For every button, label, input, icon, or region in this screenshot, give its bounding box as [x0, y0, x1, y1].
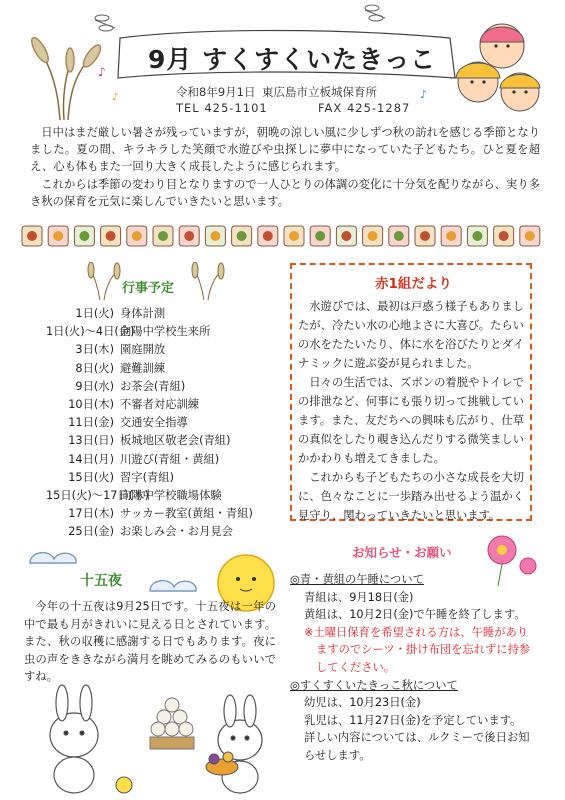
nap-heading: ◎青・黄組の午睡について — [290, 573, 424, 586]
band-tile-icon — [336, 226, 356, 246]
intro-text — [30, 124, 540, 210]
class-news-paragraph: 水遊びでは、最初は戸惑う様子もありましたが、冷たい水の心地よさに大喜び。たらいの水をたたいたり、体に水を浴びたりとダイナミックに遊ぶ姿が見られました。 — [298, 300, 524, 370]
moon-text — [24, 598, 276, 686]
notices-title: お知らせ・お願い — [352, 545, 452, 560]
event-date: 13日(日) — [68, 434, 114, 448]
event-date: 25日(金) — [68, 525, 114, 539]
band-tile-icon — [127, 226, 147, 246]
class-news-title: 赤1組だより — [375, 276, 452, 292]
band-tile-icon — [101, 226, 121, 246]
event-text: 避難訓練 — [120, 361, 166, 375]
nap-blue: 青組は、9月18日(金) — [304, 590, 414, 604]
band-tile-icon — [415, 226, 435, 246]
fruit-basket-icon — [206, 752, 238, 775]
children-icon — [456, 24, 540, 111]
band-tile-icon — [494, 226, 514, 246]
rabbit-icon — [50, 685, 98, 793]
band-tile-icon — [310, 226, 330, 246]
chick-icon — [116, 777, 132, 793]
event-text: 不審者対応訓練 — [120, 398, 200, 411]
event-date: 1日(火)～4日(金) — [46, 325, 135, 339]
event-row — [46, 487, 222, 505]
event-text: お楽しみ会・お月見会 — [120, 525, 233, 539]
nap-yellow: 黄組は、10月2日(金)で午睡を終了します。 — [304, 608, 526, 622]
decorative-band — [20, 224, 545, 248]
event-text: お茶会(青組) — [120, 379, 186, 393]
notices-body — [290, 571, 552, 765]
band-tile-icon — [284, 226, 304, 246]
nap-note: してください。 — [316, 660, 396, 674]
pampas-grass-icon — [88, 262, 120, 300]
fax: FAX 425-1287 — [318, 101, 411, 115]
event-date: 1日(火) — [75, 307, 114, 320]
event-row — [46, 323, 210, 341]
event-date: 10日(木) — [68, 398, 114, 411]
page-title: 9月 すくすくいたきっこ — [148, 45, 437, 74]
event-text: 板城地区敬老会(青組) — [120, 434, 231, 448]
class-news-paragraph: 日々の生活では、ズボンの着脱やトイレでの排泄など、何事にも張り切って挑戦しています。また、友だちへの興味も広がり、仕草の真似をしたり覗き込んだりする微笑ましいかかわりも増えてきました。 — [298, 376, 524, 465]
event-row — [46, 451, 219, 469]
music-note-icon: ♪ — [420, 88, 428, 101]
issue-date: 令和8年9月1日 — [176, 85, 256, 99]
intro-paragraph: これからは季節の変わり目となりますので一人ひとりの体調の変化に十分気を配りながら、実り多き秋の保育を元気に楽しんでいきたいと思います。 — [30, 177, 540, 208]
dango-icon — [150, 698, 194, 749]
band-tile-icon — [441, 226, 461, 246]
event-text: 習字(青組) — [120, 470, 175, 484]
band-tile-icon — [179, 226, 199, 246]
event-row — [46, 505, 253, 523]
pampas-grass-icon — [192, 262, 224, 300]
school-name: 東広島市立板城保育所 — [262, 85, 377, 99]
event-row — [46, 469, 174, 487]
event-date: 8日(火) — [75, 361, 114, 375]
music-note-icon: ♪ — [98, 65, 106, 79]
band-tile-icon — [48, 226, 68, 246]
event-row — [46, 305, 165, 323]
band-tile-icon — [232, 226, 252, 246]
band-tile-icon — [258, 226, 278, 246]
event-row — [46, 432, 231, 450]
event-date: 11日(金) — [68, 416, 114, 430]
band-tile-icon — [205, 226, 225, 246]
nap-note: ますのでシーツ・掛け布団を忘れずに持参 — [316, 643, 531, 657]
event-date: 3日(木) — [75, 343, 114, 357]
event-text: 向陽中学校生来所 — [120, 325, 211, 339]
intro-paragraph: 日中はまだ厳しい暑さが残っていますが，朝晩の涼しい風に少しずつ秋の訪れを感じる季節となりました。夏の間、キラキラした笑顔で水遊びや虫探しに夢中になっていた子どもたち。ひと夏を超え、心も体もまた一回り大きく成長したように感じられます。 — [30, 126, 540, 174]
rabbit-icon — [218, 695, 262, 793]
event-row — [46, 378, 185, 396]
autumn-baby: 乳児は、11月27日(金)を予定しています。 — [304, 713, 522, 727]
events-title: 行事予定 — [122, 281, 175, 296]
event-text: 園庭開放 — [120, 343, 166, 357]
event-date: 9日(水) — [75, 379, 114, 393]
autumn-infant: 幼児は、10月23日(金) — [304, 696, 421, 710]
event-row — [46, 414, 188, 432]
event-date: 14日(月) — [68, 452, 114, 466]
event-date: 15日(火) — [68, 470, 114, 484]
band-tile-icon — [363, 226, 383, 246]
event-row — [46, 341, 165, 359]
autumn-heading: ◎すくすくいたきっこ秋について — [290, 678, 458, 692]
autumn-detail: らせします。 — [304, 748, 371, 762]
moon-title: 十五夜 — [80, 573, 122, 589]
event-text: 身体計測 — [120, 307, 166, 320]
dragonfly-icon — [95, 15, 115, 31]
moon-paragraph: 今年の十五夜は9月25日です。十五夜は一年の中で最も月がきれいに見える日とされています。また、秋の収穫に感謝する日でもあります。夜に虫の声をききながら満月を眺めてみるのもいいですね。 — [24, 600, 276, 684]
dragonfly-icon — [365, 5, 385, 21]
pampas-grass-icon — [29, 35, 104, 120]
band-tile-icon — [153, 226, 173, 246]
autumn-detail: 詳しい内容については、ルクミーで後日お知 — [304, 731, 530, 745]
event-text: 向陽中学校職場体験 — [120, 489, 222, 502]
event-date: 15日(火)～17日(木) — [46, 489, 149, 502]
event-row — [46, 360, 165, 378]
band-tile-icon — [389, 226, 409, 246]
band-tile-icon — [22, 226, 42, 246]
event-text: 川遊び(青組・黄組) — [120, 452, 220, 466]
music-note-icon: ♪ — [112, 92, 119, 103]
band-tile-icon — [520, 226, 540, 246]
nap-note: ※土曜日保育を希望される方は、午睡があり — [304, 625, 529, 639]
event-row — [46, 396, 199, 414]
band-tile-icon — [467, 226, 487, 246]
class-news-text — [298, 297, 524, 525]
event-text: サッカー教室(黄組・青組) — [120, 507, 253, 521]
band-tile-icon — [74, 226, 94, 246]
event-date: 17日(木) — [68, 507, 114, 521]
telephone: TEL 425-1101 — [176, 101, 268, 115]
event-text: 交通安全指導 — [120, 416, 188, 430]
class-news-paragraph: これからも子どもたちの小さな成長を大切に、色々なことに一歩踏み出せるよう温かく見守り、関わっていきたいと思います。 — [298, 471, 524, 522]
